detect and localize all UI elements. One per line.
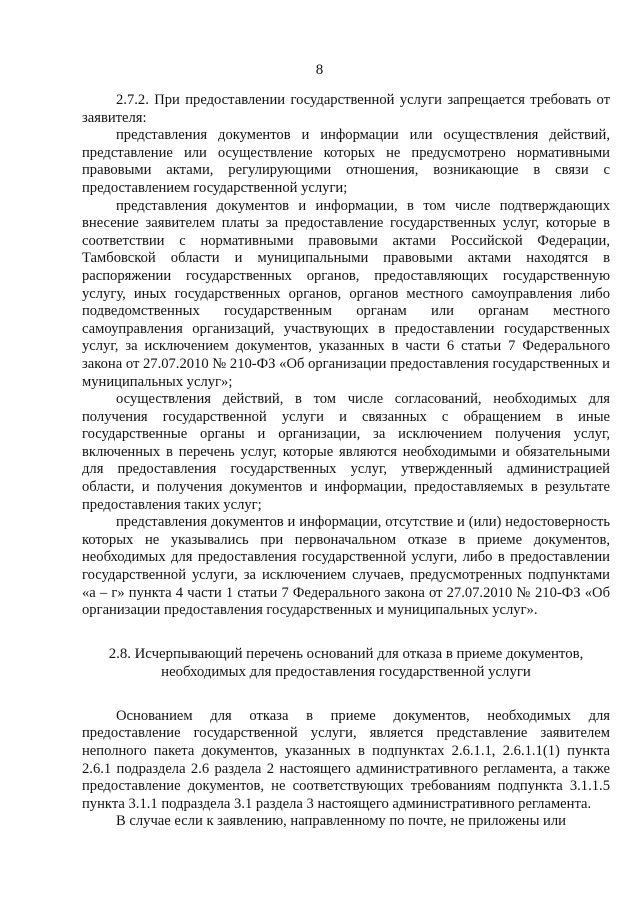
paragraph-item-4: представления документов и информации, отсутствие и (или) недостоверность которых не указывались при первоначальном отказе в приеме документов, необходимых для предоставления государственной услуги, либо в предоставлении государственной услуги, за исключением случаев, предусмотренных подпунктами «а – г» пункта 4 части 1 статьи 7 Федерального закона от 27.07.2010 № 210-ФЗ «Об организации предоставления государственных и муниципальных услуг». bbox=[82, 514, 610, 619]
section-heading-2-8: 2.8. Исчерпывающий перечень оснований для отказа в приеме документов, необходимых для предоставления государственной услуги bbox=[108, 645, 584, 680]
paragraph-item-3: осуществления действий, в том числе согласований, необходимых для получения государственной услуги и связанных с обращением в иные государственные органы и организации, за исключением получения услуг, включенных в перечень услуг, которые являются необходимыми и обязательными для предоставления государственных услуг, утвержденный администрацией области, и получения документов и информации, предоставляемых в результате предоставления таких услуг; bbox=[82, 391, 610, 513]
paragraph-item-1: представления документов и информации или осуществления действий, представление или осуществление которых не предусмотрено нормативными правовыми актами, регулирующими отношения, возникающие в связи с предоставлением государственной услуги; bbox=[82, 127, 610, 196]
paragraph-refusal-grounds: Основанием для отказа в приеме документов, необходимых для предоставление государственной услуги, является представление заявителем неполного пакета документов, указанных в подпунктах 2.6.1.1, 2.6.1.1(1) пункта 2.6.1 подраздела 2.6 раздела 2 настоящего административного регламента, а также предоставление документов, не соответствующих требованиям подпункта 3.1.1.5 пункта 3.1.1 подраздела 3.1 раздела 3 настоящего административного регламента. bbox=[82, 707, 610, 812]
paragraph-postal-case: В случае если к заявлению, направленному по почте, не приложены или bbox=[116, 813, 566, 830]
page-number: 8 bbox=[315, 62, 324, 78]
paragraph-2-7-2: 2.7.2. При предоставлении государственной услуги запрещается требовать от заявителя: bbox=[82, 92, 610, 126]
paragraph-item-2: представления документов и информации, в том числе подтверждающих внесение заявителем платы за предоставление государственных услуг, которые в соответствии с нормативными правовыми актами Российской Федерации, Тамбовской области и муниципальными правовыми актами находятся в распоряжении государственных органов, предоставляющих государственную услугу, иных государственных органов, органов местного самоуправления либо подведомственных государственным органам или органам местного самоуправления организаций, участвующих в предоставлении государственных услуг, за исключением документов, указанных в части 6 статьи 7 Федерального закона от 27.07.2010 № 210-ФЗ «Об организации предоставления государственных и муниципальных услуг»; bbox=[82, 197, 610, 390]
document-body bbox=[82, 92, 610, 831]
